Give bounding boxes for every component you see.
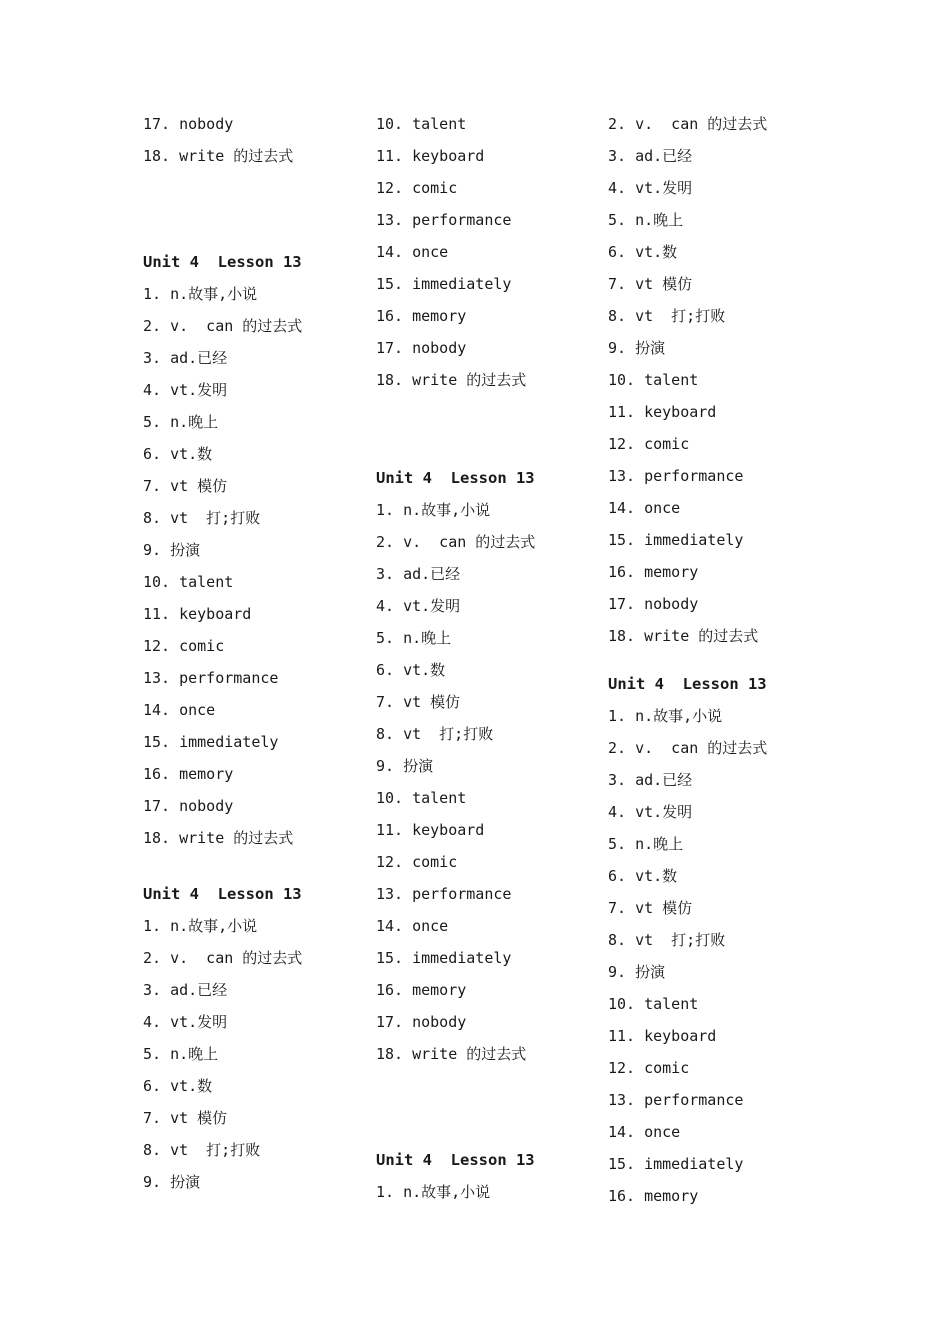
vocab-item [143, 476, 227, 496]
item-number: 3. [143, 349, 162, 367]
item-term: vt.数 [635, 243, 678, 261]
item-number: 17. [608, 595, 636, 613]
vocab-item [608, 498, 680, 518]
vocab-item [376, 370, 526, 390]
item-number: 6. [608, 243, 627, 261]
item-number: 4. [608, 803, 627, 821]
vocab-item [143, 1172, 200, 1192]
item-term: ad.已经 [403, 565, 461, 583]
item-number: 18. [608, 627, 636, 645]
item-number: 16. [143, 765, 171, 783]
item-term: performance [412, 885, 512, 903]
item-number: 12. [376, 179, 404, 197]
item-number: 1. [376, 501, 395, 519]
item-number: 14. [608, 1123, 636, 1141]
vocab-item [143, 700, 215, 720]
vocab-item [376, 692, 460, 712]
item-term: immediately [644, 531, 744, 549]
item-term: nobody [412, 339, 467, 357]
vocab-item [376, 210, 511, 230]
item-term: vt 打;打败 [635, 307, 726, 325]
item-number: 15. [608, 1155, 636, 1173]
item-number: 18. [376, 371, 404, 389]
item-number: 5. [143, 413, 162, 431]
item-term: write 的过去式 [179, 829, 294, 847]
vocab-item [143, 1044, 218, 1064]
item-term: memory [412, 981, 467, 999]
item-number: 7. [376, 693, 395, 711]
item-number: 6. [376, 661, 395, 679]
vocab-item [608, 930, 725, 950]
item-term: vt.发明 [170, 1013, 228, 1031]
vocab-item [608, 1026, 716, 1046]
item-term: vt.发明 [635, 179, 693, 197]
vocab-item [608, 562, 698, 582]
item-term: once [179, 701, 216, 719]
item-term: performance [179, 669, 279, 687]
item-number: 17. [143, 115, 171, 133]
lesson-heading: Unit 4 Lesson 13 [376, 469, 535, 487]
item-term: v. can 的过去式 [170, 949, 303, 967]
vocab-item [608, 274, 692, 294]
item-number: 11. [608, 1027, 636, 1045]
item-term: performance [644, 467, 744, 485]
item-number: 5. [143, 1045, 162, 1063]
item-number: 7. [608, 899, 627, 917]
item-term: v. can 的过去式 [170, 317, 303, 335]
vocab-item [143, 916, 257, 936]
item-number: 16. [376, 307, 404, 325]
vocab-item [608, 114, 767, 134]
vocab-item [608, 210, 683, 230]
item-term: keyboard [179, 605, 252, 623]
item-number: 3. [376, 565, 395, 583]
item-number: 1. [143, 285, 162, 303]
item-term: nobody [179, 115, 234, 133]
vocab-item [608, 1090, 743, 1110]
item-number: 2. [143, 317, 162, 335]
vocab-item [376, 178, 457, 198]
item-number: 16. [376, 981, 404, 999]
item-term: vt 打;打败 [170, 1141, 261, 1159]
item-term: once [644, 1123, 681, 1141]
vocab-item [376, 724, 493, 744]
vocab-item [143, 1076, 212, 1096]
vocab-item [376, 146, 484, 166]
vocab-item [608, 834, 683, 854]
vocab-item [143, 316, 302, 336]
vocab-item [608, 738, 767, 758]
item-term: vt 模仿 [170, 477, 228, 495]
vocab-item [376, 820, 484, 840]
item-number: 9. [376, 757, 395, 775]
vocab-item [376, 948, 511, 968]
vocab-item [143, 668, 278, 688]
vocab-item [376, 114, 466, 134]
item-term: 扮演 [403, 757, 434, 775]
item-number: 3. [608, 771, 627, 789]
item-term: write 的过去式 [644, 627, 759, 645]
item-number: 4. [143, 381, 162, 399]
item-number: 6. [608, 867, 627, 885]
item-number: 16. [608, 1187, 636, 1205]
vocab-item [376, 242, 448, 262]
vocab-item [143, 146, 293, 166]
vocab-item [143, 636, 224, 656]
vocab-item [376, 852, 457, 872]
item-term: comic [412, 853, 458, 871]
item-number: 11. [376, 821, 404, 839]
item-number: 2. [376, 533, 395, 551]
item-number: 13. [143, 669, 171, 687]
vocab-item [376, 1044, 526, 1064]
item-term: n.晚上 [635, 835, 684, 853]
vocab-item [376, 532, 535, 552]
lesson-heading: Unit 4 Lesson 13 [608, 675, 767, 693]
item-term: vt 模仿 [403, 693, 461, 711]
item-term: vt 模仿 [635, 899, 693, 917]
item-number: 9. [608, 339, 627, 357]
item-number: 13. [608, 467, 636, 485]
item-term: memory [644, 563, 699, 581]
item-term: keyboard [412, 147, 485, 165]
item-term: vt 模仿 [635, 275, 693, 293]
item-term: vt.发明 [403, 597, 461, 615]
item-number: 8. [143, 509, 162, 527]
vocab-item [608, 178, 692, 198]
item-term: immediately [179, 733, 279, 751]
item-number: 18. [143, 147, 171, 165]
vocab-item [143, 604, 251, 624]
item-term: vt 打;打败 [403, 725, 494, 743]
item-number: 2. [608, 739, 627, 757]
item-number: 2. [143, 949, 162, 967]
vocab-item [143, 980, 227, 1000]
item-term: write 的过去式 [412, 1045, 527, 1063]
item-number: 8. [143, 1141, 162, 1159]
item-number: 10. [608, 371, 636, 389]
item-number: 10. [376, 789, 404, 807]
item-term: memory [179, 765, 234, 783]
item-number: 14. [143, 701, 171, 719]
vocab-item [608, 962, 665, 982]
vocab-item [608, 1154, 743, 1174]
item-term: vt 打;打败 [635, 931, 726, 949]
item-number: 10. [376, 115, 404, 133]
item-number: 10. [608, 995, 636, 1013]
vocab-item [608, 434, 689, 454]
vocab-item [608, 370, 698, 390]
item-term: keyboard [644, 1027, 717, 1045]
item-term: vt.数 [635, 867, 678, 885]
item-term: v. can 的过去式 [403, 533, 536, 551]
item-term: vt.发明 [170, 381, 228, 399]
item-number: 16. [608, 563, 636, 581]
item-term: vt.发明 [635, 803, 693, 821]
vocab-item [376, 596, 460, 616]
item-number: 3. [143, 981, 162, 999]
item-number: 2. [608, 115, 627, 133]
item-number: 1. [608, 707, 627, 725]
item-term: n.晚上 [403, 629, 452, 647]
vocab-item [608, 466, 743, 486]
vocab-item [376, 306, 466, 326]
vocab-item [376, 628, 451, 648]
vocab-item [143, 948, 302, 968]
vocab-item [376, 1182, 490, 1202]
item-number: 1. [376, 1183, 395, 1201]
item-number: 18. [376, 1045, 404, 1063]
item-number: 17. [376, 339, 404, 357]
item-term: keyboard [644, 403, 717, 421]
item-term: n.故事,小说 [403, 1183, 491, 1201]
vocab-item [143, 540, 200, 560]
vocab-item [608, 706, 722, 726]
vocab-item [376, 1012, 466, 1032]
item-number: 8. [376, 725, 395, 743]
vocab-item [143, 114, 233, 134]
item-term: nobody [179, 797, 234, 815]
lesson-heading: Unit 4 Lesson 13 [143, 253, 302, 271]
item-number: 1. [143, 917, 162, 935]
lesson-heading: Unit 4 Lesson 13 [143, 885, 302, 903]
item-number: 8. [608, 931, 627, 949]
item-number: 18. [143, 829, 171, 847]
vocab-item [143, 380, 227, 400]
item-number: 4. [376, 597, 395, 615]
vocab-item [608, 594, 698, 614]
item-number: 6. [143, 1077, 162, 1095]
item-number: 4. [608, 179, 627, 197]
item-term: vt.数 [170, 1077, 213, 1095]
item-term: 扮演 [170, 541, 201, 559]
vocab-item [376, 338, 466, 358]
item-term: comic [179, 637, 225, 655]
vocab-item [608, 802, 692, 822]
item-number: 9. [143, 541, 162, 559]
vocab-item [143, 1108, 227, 1128]
item-number: 15. [376, 275, 404, 293]
item-number: 17. [143, 797, 171, 815]
item-term: talent [644, 371, 699, 389]
item-term: v. can 的过去式 [635, 739, 768, 757]
item-term: once [412, 243, 449, 261]
item-term: vt 模仿 [170, 1109, 228, 1127]
item-term: talent [412, 115, 467, 133]
vocab-item [608, 146, 692, 166]
item-term: once [644, 499, 681, 517]
item-number: 5. [608, 211, 627, 229]
vocab-item [376, 916, 448, 936]
vocab-item [143, 444, 212, 464]
lesson-heading: Unit 4 Lesson 13 [376, 1151, 535, 1169]
item-term: talent [179, 573, 234, 591]
vocab-item [376, 788, 466, 808]
item-term: n.晚上 [170, 1045, 219, 1063]
item-term: comic [644, 1059, 690, 1077]
vocab-item [143, 764, 233, 784]
item-term: keyboard [412, 821, 485, 839]
item-term: talent [644, 995, 699, 1013]
item-term: ad.已经 [170, 981, 228, 999]
vocab-item [143, 284, 257, 304]
item-term: performance [644, 1091, 744, 1109]
item-number: 11. [608, 403, 636, 421]
item-term: vt.数 [170, 445, 213, 463]
item-term: nobody [644, 595, 699, 613]
item-number: 12. [376, 853, 404, 871]
item-number: 15. [608, 531, 636, 549]
item-term: immediately [644, 1155, 744, 1173]
item-term: write 的过去式 [179, 147, 294, 165]
item-number: 10. [143, 573, 171, 591]
vocab-item [608, 994, 698, 1014]
vocab-item [376, 756, 433, 776]
vocab-item [608, 1122, 680, 1142]
vocab-item [143, 828, 293, 848]
item-number: 7. [143, 1109, 162, 1127]
item-term: comic [412, 179, 458, 197]
item-number: 8. [608, 307, 627, 325]
item-number: 5. [376, 629, 395, 647]
item-number: 9. [143, 1173, 162, 1191]
vocab-item [143, 572, 233, 592]
item-number: 14. [376, 917, 404, 935]
item-term: talent [412, 789, 467, 807]
item-term: comic [644, 435, 690, 453]
vocab-item [608, 402, 716, 422]
item-number: 4. [143, 1013, 162, 1031]
item-term: vt.数 [403, 661, 446, 679]
item-term: vt 打;打败 [170, 509, 261, 527]
vocab-item [608, 898, 692, 918]
vocab-item [143, 1140, 260, 1160]
vocab-item [376, 660, 445, 680]
item-term: n.故事,小说 [635, 707, 723, 725]
item-term: ad.已经 [170, 349, 228, 367]
vocab-item [608, 626, 758, 646]
item-number: 17. [376, 1013, 404, 1031]
item-term: n.故事,小说 [170, 285, 258, 303]
item-term: immediately [412, 275, 512, 293]
item-number: 7. [608, 275, 627, 293]
item-number: 13. [376, 211, 404, 229]
item-term: n.晚上 [170, 413, 219, 431]
item-number: 7. [143, 477, 162, 495]
item-number: 11. [143, 605, 171, 623]
vocab-item [608, 242, 677, 262]
item-number: 15. [143, 733, 171, 751]
vocab-item [143, 508, 260, 528]
item-term: ad.已经 [635, 147, 693, 165]
item-number: 9. [608, 963, 627, 981]
item-term: memory [644, 1187, 699, 1205]
vocab-item [376, 274, 511, 294]
item-number: 5. [608, 835, 627, 853]
item-term: memory [412, 307, 467, 325]
item-term: n.晚上 [635, 211, 684, 229]
vocab-item [608, 338, 665, 358]
vocab-item [376, 980, 466, 1000]
vocab-item [143, 1012, 227, 1032]
vocab-item [376, 884, 511, 904]
item-term: 扮演 [635, 339, 666, 357]
vocab-item [143, 796, 233, 816]
vocab-item [608, 1186, 698, 1206]
vocab-item [143, 732, 278, 752]
vocab-item [608, 530, 743, 550]
item-term: nobody [412, 1013, 467, 1031]
item-term: n.故事,小说 [170, 917, 258, 935]
item-term: 扮演 [170, 1173, 201, 1191]
vocab-item [608, 770, 692, 790]
item-number: 13. [608, 1091, 636, 1109]
vocab-item [608, 866, 677, 886]
vocab-item [608, 306, 725, 326]
item-term: immediately [412, 949, 512, 967]
item-number: 12. [143, 637, 171, 655]
item-number: 15. [376, 949, 404, 967]
item-number: 3. [608, 147, 627, 165]
item-number: 13. [376, 885, 404, 903]
vocab-item [376, 564, 460, 584]
vocab-item [608, 1058, 689, 1078]
item-term: once [412, 917, 449, 935]
vocab-item [143, 412, 218, 432]
item-term: performance [412, 211, 512, 229]
item-number: 12. [608, 1059, 636, 1077]
item-term: write 的过去式 [412, 371, 527, 389]
item-term: 扮演 [635, 963, 666, 981]
vocab-item [376, 500, 490, 520]
item-term: v. can 的过去式 [635, 115, 768, 133]
item-number: 6. [143, 445, 162, 463]
item-term: ad.已经 [635, 771, 693, 789]
item-number: 12. [608, 435, 636, 453]
item-number: 14. [376, 243, 404, 261]
item-number: 11. [376, 147, 404, 165]
vocab-item [143, 348, 227, 368]
item-term: n.故事,小说 [403, 501, 491, 519]
item-number: 14. [608, 499, 636, 517]
